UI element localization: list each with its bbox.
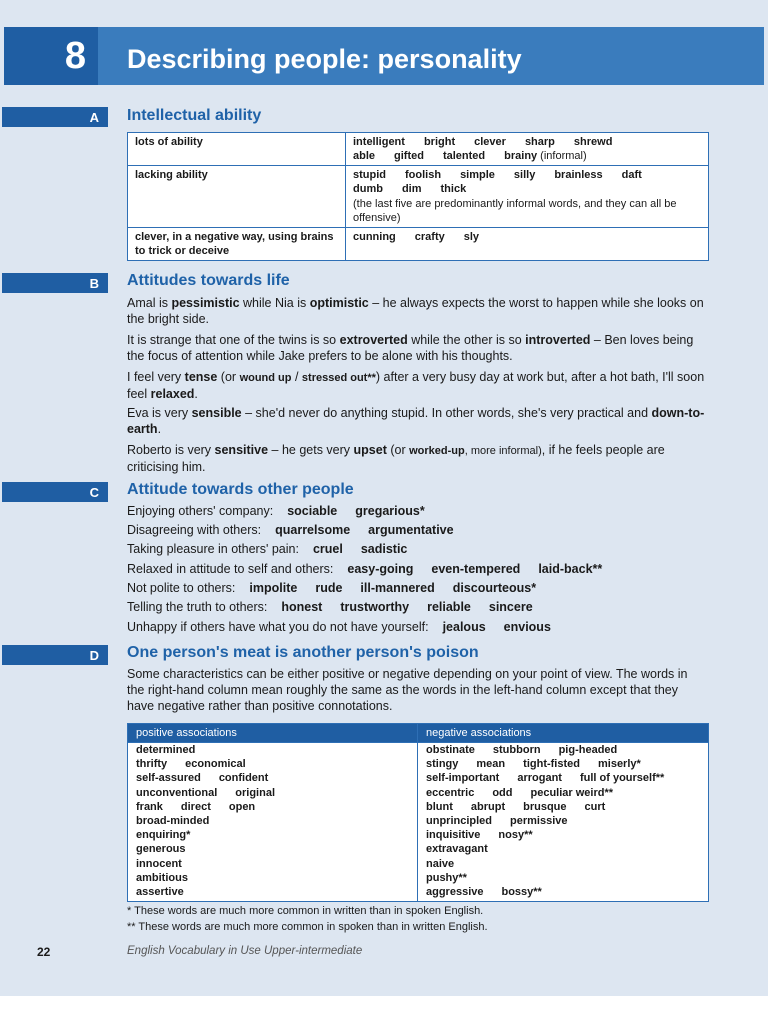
negative-associations-column <box>418 743 709 902</box>
vocab-word: honest <box>281 600 323 614</box>
word-line <box>136 743 409 757</box>
section-d-title: One person's meat is another person's poison <box>127 644 479 661</box>
vocab-word: full of yourself** <box>579 772 665 785</box>
attitude-label: Enjoying others' company: <box>127 504 274 518</box>
section-c-title: Attitude towards other people <box>127 481 354 498</box>
vocab-word: reliable <box>427 600 471 614</box>
vocab-word: sadistic <box>360 542 408 556</box>
vocab-word: open <box>228 800 256 813</box>
vocab-word: stubborn <box>492 744 541 756</box>
vocab-word: determined <box>136 744 196 756</box>
positive-associations-column <box>128 743 418 902</box>
section-d-tab: D <box>2 645 108 665</box>
vocab-word: ambitious <box>136 871 188 884</box>
vocab-word: nosy** <box>498 829 533 842</box>
vocab-word: stingy <box>426 758 459 771</box>
vocab-word: sincere <box>488 600 533 614</box>
vocab-word: curt <box>584 800 606 813</box>
paragraph-tense: I feel very tense (or wound up / stressed out**) after a very busy day at work but, after a hot bath, I'll soon feel relaxed. <box>127 370 705 401</box>
vocab-word: unconventional <box>136 786 218 799</box>
word-line <box>426 857 700 871</box>
vocab-word: assertive <box>136 885 184 898</box>
word-line <box>426 871 700 885</box>
vocab-word: permissive <box>510 814 568 827</box>
vocab-word: odd <box>492 786 513 799</box>
word-line <box>353 182 701 196</box>
footnote-written: * These words are much more common in written than in spoken English. <box>127 905 484 917</box>
vocab-word: gifted <box>394 150 424 162</box>
paragraph-extroverted: It is strange that one of the twins is so extroverted while the other is so introverted – Ben loves being the focus of attention while Jake prefers to be alone with his thoughts. <box>127 333 694 363</box>
informal-note: (informal) <box>540 150 587 162</box>
word-line <box>136 814 409 828</box>
vocab-word: direct <box>180 800 211 813</box>
page-number: 22 <box>37 945 51 959</box>
section-b-tab: B <box>2 273 108 293</box>
row-words <box>346 228 709 261</box>
word-line <box>353 135 701 149</box>
attitude-row <box>127 542 425 556</box>
vocab-word: blunt <box>426 800 453 813</box>
vocab-word: self-assured <box>136 772 201 785</box>
vocab-word: arrogant <box>517 772 562 785</box>
vocab-word: cruel <box>312 542 343 556</box>
vocab-word: sharp <box>524 136 555 148</box>
attitude-label: Telling the truth to others: <box>127 600 268 614</box>
table-row <box>128 228 709 261</box>
word-line <box>426 842 700 856</box>
vocab-word: pushy** <box>426 871 467 884</box>
word-line <box>426 743 700 757</box>
vocab-word: obstinate <box>426 744 475 756</box>
vocab-word: dumb <box>353 183 383 195</box>
vocab-word: foolish <box>405 169 442 181</box>
attitude-label: Not polite to others: <box>127 581 236 595</box>
vocab-word: bright <box>423 136 456 148</box>
word-line <box>136 757 409 771</box>
vocab-word: stupid <box>353 169 386 181</box>
vocab-word: shrewd <box>573 136 613 148</box>
vocab-word: unprincipled <box>426 814 492 827</box>
vocab-word: frank <box>136 800 163 813</box>
attitude-row <box>127 562 620 576</box>
attitude-label: Disagreeing with others: <box>127 523 262 537</box>
word-line <box>426 800 700 814</box>
paragraph-sensitive: Roberto is very sensitive – he gets very upset (or worked-up, more informal), if he feels people are criticising him. <box>127 443 665 474</box>
associations-table <box>127 723 709 902</box>
vocab-word: impolite <box>249 581 298 595</box>
section-b-title: Attitudes towards life <box>127 272 290 289</box>
vocab-word: naive <box>426 857 455 870</box>
vocab-word: thrifty <box>136 758 168 771</box>
vocab-word: talented <box>442 150 486 162</box>
unit-title: Describing people: personality <box>127 44 522 74</box>
vocab-word: clever <box>474 136 506 148</box>
word-line <box>136 871 409 885</box>
paragraph-pessimistic: Amal is pessimistic while Nia is optimistic – he always expects the worst to happen while she looks on the bright side. <box>127 296 704 326</box>
row-note: (the last five are predominantly informal words, and they can all be offensive) <box>353 198 677 224</box>
vocab-word: silly <box>513 169 536 181</box>
attitude-row <box>127 620 569 634</box>
section-c-tab: C <box>2 482 108 502</box>
word-line <box>426 885 700 899</box>
vocab-word: laid-back** <box>538 562 603 576</box>
book-title: English Vocabulary in Use Upper-intermediate <box>127 945 363 957</box>
word-line <box>136 857 409 871</box>
vocab-word: envious <box>503 620 551 634</box>
vocab-word: jealous <box>442 620 486 634</box>
word-line <box>136 842 409 856</box>
vocab-word: cunning <box>353 231 396 243</box>
word-line <box>426 828 700 842</box>
positive-associations-header: positive associations <box>128 724 418 743</box>
vocab-word: intelligent <box>353 136 405 148</box>
vocab-word: able <box>353 150 376 162</box>
row-label: lacking ability <box>128 166 346 228</box>
section-a-title: Intellectual ability <box>127 107 262 124</box>
vocab-word: enquiring* <box>136 829 191 842</box>
vocab-word: crafty <box>414 231 445 243</box>
vocab-word: rude <box>315 581 343 595</box>
footnote-spoken: ** These words are much more common in spoken than in written English. <box>127 921 488 933</box>
word-line <box>136 800 409 814</box>
vocab-word: discourteous* <box>452 581 537 595</box>
vocab-word: peculiar weird** <box>530 786 614 799</box>
row-label: clever, in a negative way, using brains to trick or deceive <box>128 228 346 261</box>
vocab-word: brainy <box>504 150 538 162</box>
vocab-word: bossy** <box>501 885 542 898</box>
paragraph-sensible: Eva is very sensible – she'd never do anything stupid. In other words, she's very practical and down-to-earth. <box>127 406 705 436</box>
vocab-word: extravagant <box>426 843 488 856</box>
vocab-word: brusque <box>523 800 567 813</box>
word-line <box>426 814 700 828</box>
word-line <box>353 168 701 182</box>
attitude-row <box>127 504 443 518</box>
row-words <box>346 133 709 166</box>
vocab-word: mean <box>476 758 506 771</box>
word-line <box>136 885 409 899</box>
word-line <box>136 828 409 842</box>
vocab-word: eccentric <box>426 786 475 799</box>
vocab-word: economical <box>185 758 246 771</box>
table-row <box>128 133 709 166</box>
word-line <box>353 149 701 163</box>
vocab-word: quarrelsome <box>275 523 351 537</box>
word-line <box>136 771 409 785</box>
word-line <box>353 230 701 244</box>
vocab-word: thick <box>440 183 467 195</box>
vocab-word: gregarious* <box>355 504 425 518</box>
section-a-tab: A <box>2 107 108 127</box>
vocab-word: sly <box>463 231 480 243</box>
vocab-word: miserly* <box>597 758 641 771</box>
vocab-word: simple <box>460 169 495 181</box>
vocab-word: sociable <box>287 504 338 518</box>
vocab-word: ill-mannered <box>360 581 435 595</box>
attitude-label: Unhappy if others have what you do not have yourself: <box>127 620 429 634</box>
vocab-word: argumentative <box>368 523 454 537</box>
vocab-word: inquisitive <box>426 829 481 842</box>
vocab-word: easy-going <box>347 562 414 576</box>
vocab-word: original <box>235 786 276 799</box>
vocab-word: dim <box>401 183 422 195</box>
word-line <box>136 786 409 800</box>
vocab-word: generous <box>136 843 186 856</box>
vocab-word: even-tempered <box>431 562 521 576</box>
vocab-word: tight-fisted <box>523 758 580 771</box>
unit-number: 8 <box>4 27 98 85</box>
negative-associations-header: negative associations <box>418 724 709 743</box>
vocab-word: trustworthy <box>340 600 410 614</box>
vocab-word: aggressive <box>426 885 484 898</box>
vocab-word: abrupt <box>470 800 506 813</box>
vocab-word: pig-headed <box>558 744 618 756</box>
vocab-word: innocent <box>136 857 182 870</box>
attitude-row <box>127 581 554 595</box>
vocab-word: broad-minded <box>136 814 210 827</box>
row-label: lots of ability <box>128 133 346 166</box>
vocab-word: confident <box>218 772 269 785</box>
vocab-word: brainless <box>554 169 603 181</box>
word-line <box>426 786 700 800</box>
attitude-row <box>127 523 472 537</box>
table-row <box>128 166 709 228</box>
intellectual-ability-table <box>127 132 709 261</box>
word-line <box>426 757 700 771</box>
row-words <box>346 166 709 228</box>
vocab-word: self-important <box>426 772 500 785</box>
vocab-word: daft <box>621 169 642 181</box>
attitude-row <box>127 600 551 614</box>
word-line <box>426 771 700 785</box>
section-d-intro: Some characteristics can be either positive or negative depending on your point of view. The words in the right-hand column mean roughly the same as the words in the left-hand column except that they have negative rather than positive connotations. <box>127 667 688 713</box>
attitude-label: Taking pleasure in others' pain: <box>127 542 299 556</box>
attitude-label: Relaxed in attitude to self and others: <box>127 562 334 576</box>
